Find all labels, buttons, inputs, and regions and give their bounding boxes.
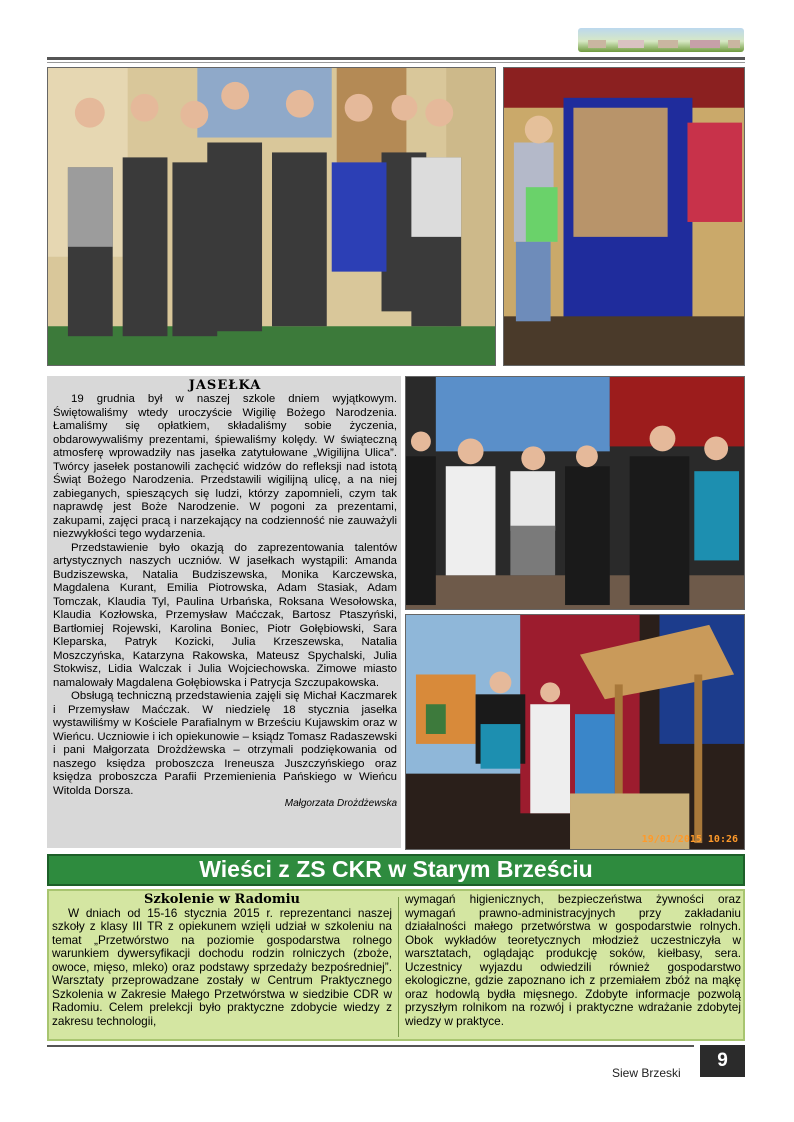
banner-house: [728, 40, 740, 48]
training-text: wymagań higienicznych, bezpieczeństwa żywności oraz wymagań prawno-administracyjnych przy zakładaniu działalności małego przetwórstwa w gospodarstwie rolnych. Obok wykładów teoretycznych młodzież uczestniczyła w warsztatach, oglądając produkcję soków, kiełbasy, sera. Uczestnicy wyjazdu odwiedzili również gospodarstwo ekologiczne, gdzie zapoznano ich z przemiałem zbóż na mąkę oraz hodowlą bydła mięsnego. Zdobyte informacje pozwolą przyszłym rolnikom na rozwój i praktyczne wdrażanie zdobytej wiedzy w praktyce.: [405, 892, 741, 1028]
training-column-2: [405, 893, 741, 1028]
page-number: 9: [700, 1045, 745, 1077]
article-paragraph: Obsługą techniczną przedstawienia zajęli się Michał Kaczmarek i Przemysław Maćczak. W niedzielę 18 stycznia jasełka wystawiliśmy w Kościele Parafialnym w Brześciu Kujawskim oraz w Wieńcu. Uczniowie i ich opiekunowie – ksiądz Tomasz Radaszewski i pani Małgorzata Drożdżewska – otrzymali podziękowania od naszego księdza proboszcza Ireneusza Juszczyńskiego oraz księdza proboszcza Parafii Przemienienia Pańskiego w Wieńcu Witolda Dorsza.: [53, 690, 397, 797]
banner-house: [588, 40, 606, 48]
banner-house: [690, 40, 720, 48]
header-rule: [47, 57, 745, 60]
diploma-photo: [503, 67, 745, 366]
banner-house: [658, 40, 678, 48]
section-title: Wieści z ZS CKR w Starym Brześciu: [47, 854, 745, 886]
banner-house: [618, 40, 644, 48]
diploma-photo-art: [504, 68, 744, 365]
nativity-photo: [405, 614, 745, 850]
article-signature: Małgorzata Drożdżewska: [284, 798, 397, 809]
column-divider: [398, 897, 399, 1037]
header-rule-thin: [47, 62, 745, 63]
training-title: Szkolenie w Radomiu: [144, 892, 300, 907]
training-article: [47, 889, 745, 1041]
nativity-photo-art: [406, 615, 744, 849]
article-jaselka: [47, 376, 401, 848]
footer-rule: [47, 1045, 694, 1047]
publication-name: Siew Brzeski: [612, 1066, 681, 1080]
photo-timestamp: 19/01/2015 10:26: [641, 834, 738, 845]
article-title: JASEŁKA: [188, 378, 262, 393]
training-text: W dniach od 15-16 stycznia 2015 r. reprezentanci naszej szkoły z klasy III TR z opiekunem wzięli udział w szkoleniu na temat „Przetwórstwo na poziomie gospodarstwa rolnego warunkiem dywersyfikacji dochodu rodzin rolniczych (zboże, owoce, mięso, mleko) oraz podstawy sprzedaży bezpośredniej”. Warsztaty przeprowadzane zostały w Centrum Praktycznego Szkolenia w Zakresie Małego Przetwórstwa w siedzibie CDR w Radomiu. Celem prelekcji było praktyczne zdobycie wiedzy z zakresu technologii,: [52, 905, 392, 1028]
article-body: [53, 393, 397, 798]
article-paragraph: Przedstawienie było okazją do zaprezentowania talentów artystycznych naszych uczniów. W jasełkach wystąpili: Amanda Budziszewska, Natalia Budziszewska, Monika Karczewska, Magdalena Kurant, Emilia Piotrowska, Adam Stasiak, Adam Tomczak, Klaudia Tyl, Paulina Urbańska, Roksana Wesołowska, Klaudia Kozłowska, Przemysław Maćczak, Bartosz Ptaszyński, Bartłomiej Rojewski, Karolina Boniec, Piotr Gołębiowski, Sara Kleparska, Patryk Kozicki, Julia Krzeszewska, Natalia Moszczyńska, Katarzyna Rakowska, Mateusz Spychalski, Julia Stokwisz, Lidia Walczak i Julia Wojciechowska. Zimowe miasto namalowały Magdalena Gołębiowska i Patrycja Szczupakowska.: [53, 541, 397, 689]
performers-photo: [405, 376, 745, 610]
group-photo-art: [48, 68, 495, 365]
article-paragraph: 19 grudnia był w naszej szkole dniem wyjątkowym. Świętowaliśmy wtedy uroczyście Wigilię Bożego Narodzenia. Łamaliśmy się opłatkiem, składaliśmy sobie życzenia, obdarowywaliśmy prezentami, śpiewaliśmy kolędy. W świąteczną atmosferę wprowadziły nas jasełka zatytułowane „Wigilijna Ulica”. Twórcy jasełek postanowili zachęcić widzów do refleksji nad istotą Świąt Bożego Narodzenia. Przedstawili wigilijną ulicę, a na niej zabieganych, spieszących się ludzi, którzy zapomnieli, czym tak naprawdę jest Boże Narodzenie. W pogoni za prezentami, zakupami, zajęci pracą i narzekający na codzienność nie zauważyli niezwykłości tego wydarzenia.: [53, 393, 397, 540]
group-photo: [47, 67, 496, 366]
performers-photo-art: [406, 377, 744, 609]
training-column-1: [52, 893, 392, 1028]
header-banner-image: [578, 28, 744, 52]
